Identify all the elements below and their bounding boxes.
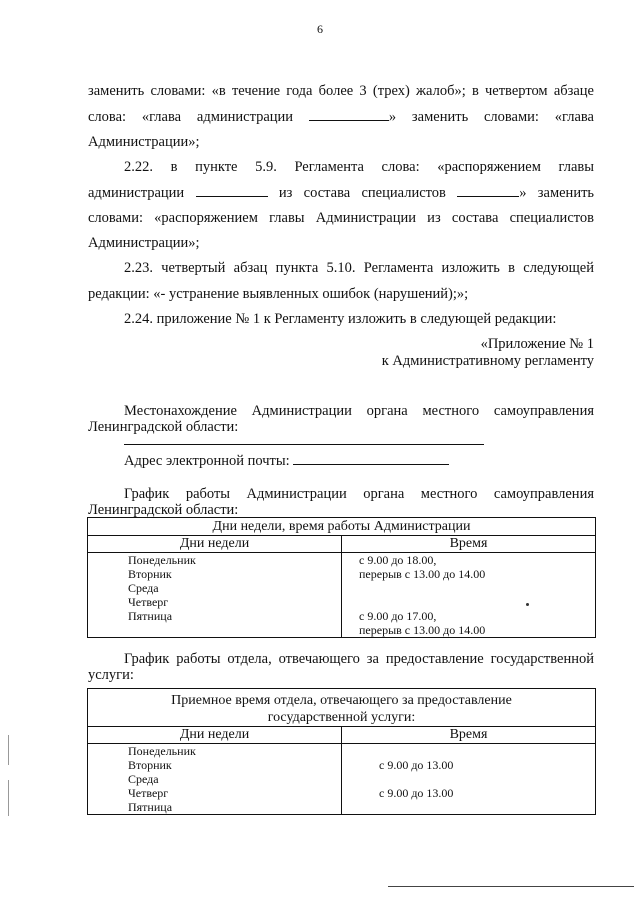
day-item: Вторник (128, 567, 172, 581)
blank-field (196, 184, 268, 197)
blank-field (309, 108, 389, 121)
schedule-intro: График работы отдела, отвечающего за предоставление государственной (124, 651, 594, 667)
time-item (342, 744, 595, 758)
time-item: перерыв с 13.00 до 14.00 (359, 623, 486, 637)
table-caption (88, 689, 596, 727)
paragraph-line: 2.22. в пункте 5.9. Регламента слова: «распоряжением главы (124, 159, 594, 175)
location-line: Ленинградской области: (88, 419, 239, 435)
appendix-title: «Приложение № 1 (480, 336, 594, 352)
text-segment: » заменить (519, 185, 595, 201)
blank-field (124, 444, 484, 445)
day-item: Пятница (128, 800, 173, 814)
day-item: Четверг (128, 595, 169, 609)
paragraph-line: 2.23. четвертый абзац пункта 5.10. Регламента изложить в следующей (124, 260, 594, 276)
page-number: 6 (317, 22, 323, 36)
caption-line: государственной услуги: (267, 710, 416, 725)
days-cell (88, 744, 342, 815)
schedule-intro: График работы Администрации органа местного самоуправления (124, 486, 594, 502)
scan-artifact (8, 780, 9, 816)
times-cell (342, 553, 596, 638)
paragraph-line: заменить словами: «в течение года более 3 (трех) жалоб»; в четвертом абзаце (88, 83, 594, 99)
paragraph-line: Администрации»; (88, 134, 200, 150)
times-cell (342, 744, 596, 815)
schedule-intro: Ленинградской области: (88, 502, 239, 518)
time-item (342, 595, 595, 609)
day-item: Пятница (128, 609, 173, 623)
day-item: Среда (128, 581, 159, 595)
text-segment: администрации (88, 185, 185, 201)
column-header-time: Время (342, 536, 596, 553)
admin-schedule-table (87, 517, 596, 638)
email-line (124, 452, 594, 470)
text-segment: » заменить словами: «глава (388, 109, 594, 125)
scan-artifact (8, 735, 9, 765)
day-item: Понедельник (128, 553, 196, 567)
day-item: Вторник (128, 758, 172, 772)
table-caption: Дни недели, время работы Администрации (88, 518, 596, 536)
time-item: с 9.00 до 18.00, (359, 553, 437, 567)
spacer (88, 623, 341, 637)
text-segment: из состава специалистов (278, 185, 446, 201)
paragraph-line: словами: «распоряжением главы Администрации из состава специалистов (88, 210, 594, 226)
email-label: Адрес электронной почты: (124, 453, 290, 469)
days-cell (88, 553, 342, 638)
paragraph-line: редакции: «- устранение выявленных ошибок (нарушений);»; (88, 286, 469, 302)
paragraph-line (88, 184, 594, 202)
time-item (342, 800, 595, 814)
time-item: с 9.00 до 13.00 (379, 786, 454, 800)
column-header-days: Дни недели (88, 727, 342, 744)
stray-mark (526, 603, 529, 606)
day-item: Понедельник (128, 744, 196, 758)
bottom-rule (388, 886, 634, 887)
department-schedule-table (87, 688, 596, 815)
blank-field (293, 452, 449, 465)
time-item (342, 581, 595, 595)
text-segment: слова: «глава администрации (88, 109, 294, 125)
day-item: Среда (128, 772, 159, 786)
day-item: Четверг (128, 786, 169, 800)
time-item (342, 772, 595, 786)
schedule-intro: услуги: (88, 667, 134, 683)
appendix-subtitle: к Административному регламенту (381, 353, 594, 369)
blank-field (457, 184, 519, 197)
time-item: с 9.00 до 13.00 (379, 758, 454, 772)
paragraph-line (88, 108, 594, 126)
column-header-time: Время (342, 727, 596, 744)
column-header-days: Дни недели (88, 536, 342, 553)
paragraph-line: Администрации»; (88, 235, 200, 251)
caption-line: Приемное время отдела, отвечающего за предоставление (171, 693, 512, 708)
paragraph-line: 2.24. приложение № 1 к Регламенту изложить в следующей редакции: (124, 311, 557, 327)
location-line: Местонахождение Администрации органа местного самоуправления (124, 403, 594, 419)
time-item: перерыв с 13.00 до 14.00 (359, 567, 486, 581)
time-item: с 9.00 до 17.00, (359, 609, 437, 623)
